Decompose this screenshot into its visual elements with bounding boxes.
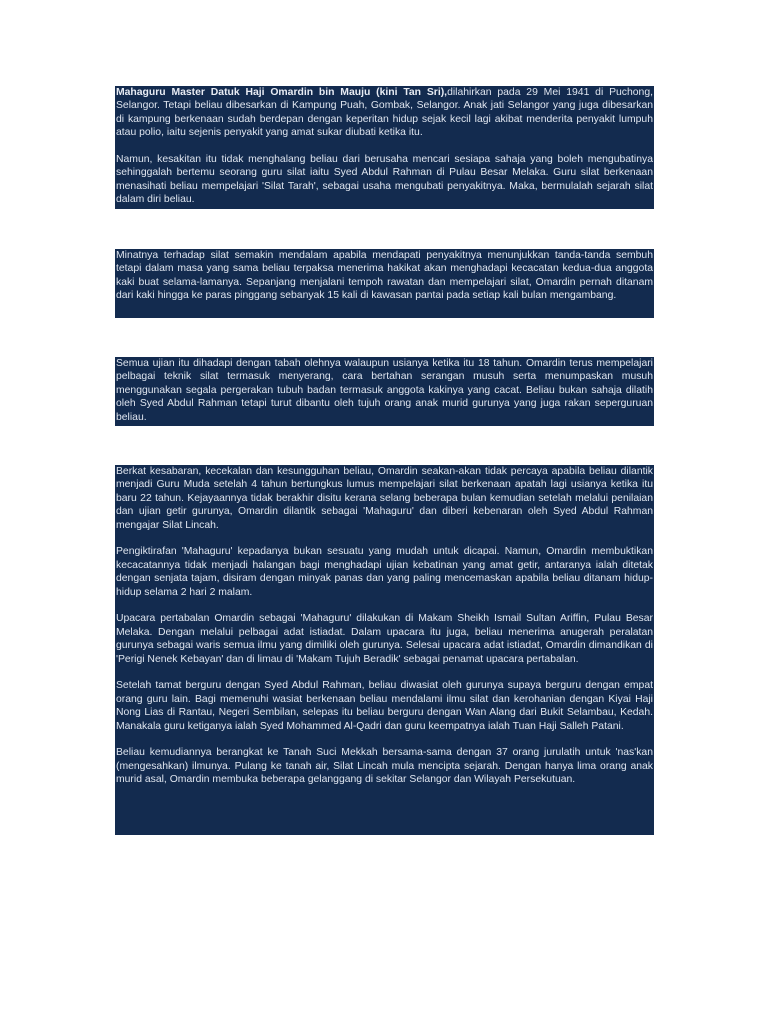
bold-lead-name: Mahaguru Master Datuk Haji Omardin bin Mauju (kini Tan Sri), (116, 87, 448, 98)
text-block-training (115, 249, 654, 318)
paragraph-text: dilahirkan pada 29 Mei 1941 di Puchong, Selangor. Tetapi beliau dibesarkan di Kampung Puah, Gombak, Selangor. Anak jati Selangor yang juga dibesarkan di kampung berkenaan sudah berdepan dengan keperitan hidup sejak kecil lagi akibat menderita penyakit lumpuh atau polio, iaitu sejenis penyakit yang amat sukar diubati ketika itu. (116, 87, 653, 139)
text-block-mahaguru (115, 465, 654, 835)
paragraph: Pengiktirafan 'Mahaguru' kepadanya bukan sesuatu yang mudah untuk dicapai. Namun, Omardin membuktikan kecacatannya tidak menjadi halangan bagi menghadapi ujian kebatinan yang amat getir, antaranya ialah ditetak dengan senjata tajam, disiram dengan minyak panas dan yang paling mencemaskan apabila beliau ditanam hidup-hidup selama 2 hari 2 malam. (116, 546, 653, 598)
text-block-intro (115, 86, 654, 209)
paragraph: Minatnya terhadap silat semakin mendalam apabila mendapati penyakitnya menunjukkan tanda-tanda sembuh tetapi dalam masa yang sama beliau terpaksa menerima hakikat akan menghadapi kecacatan kedua-dua anggota kaki buat selama-lamanya. Sepanjang menjalani tempoh rawatan dan mempelajari silat, Omardin pernah ditanam dari kaki hingga ke paras pinggang sebanyak 15 kali di kawasan pantai pada setiap kali bulan mengambang. (116, 250, 653, 302)
paragraph (116, 86, 653, 140)
paragraph: Beliau kemudiannya berangkat ke Tanah Suci Mekkah bersama-sama dengan 37 orang jurulatih untuk 'nas'kan (mengesahkan) ilmunya. Pulang ke tanah air, Silat Lincah mula mencipta sejarah. Dengan hanya lima orang anak murid asal, Omardin membuka beberapa gelanggang di sekitar Selangor dan Wilayah Persekutuan. (116, 747, 653, 786)
text-block-trials (115, 357, 654, 426)
paragraph: Setelah tamat berguru dengan Syed Abdul Rahman, beliau diwasiat oleh gurunya supaya berguru dengan empat orang guru lain. Bagi memenuhi wasiat berkenaan beliau mendalami ilmu silat dan kerohanian dengan Kiyai Haji Nong Lias di Rantau, Negeri Sembilan, selepas itu beliau berguru dengan Wan Alang dari Bukit Selambau, Kedah. Manakala guru ketiganya ialah Syed Mohammed Al-Qadri dan guru keempatnya ialah Tuan Haji Salleh Patani. (116, 680, 653, 732)
paragraph: Semua ujian itu dihadapi dengan tabah olehnya walaupun usianya ketika itu 18 tahun. Omardin terus mempelajari pelbagai teknik silat termasuk menyerang, cara bertahan serangan musuh serta menumpaskan musuh menggunakan segala pergerakan tubuh badan termasuk anggota kakinya yang cacat. Beliau bukan sahaja dilatih oleh Syed Abdul Rahman tetapi turut dibantu oleh tujuh orang anak murid gurunya yang juga rakan seperguruan beliau. (116, 358, 653, 423)
paragraph: Namun, kesakitan itu tidak menghalang beliau dari berusaha mencari sesiapa sahaja yang boleh mengubatinya sehinggalah bertemu seorang guru silat iaitu Syed Abdul Rahman di Pulau Besar Melaka. Guru silat berkenaan menasihati beliau mempelajari 'Silat Tarah', sebagai usaha mengubati penyakitnya. Maka, bermulalah sejarah silat dalam diri beliau. (116, 154, 653, 206)
paragraph: Upacara pertabalan Omardin sebagai 'Mahaguru' dilakukan di Makam Sheikh Ismail Sultan Ariffin, Pulau Besar Melaka. Dengan melalui pelbagai adat istiadat. Dalam upacara itu juga, beliau menerima anugerah peralatan gurunya sebagai waris semua ilmu yang dimiliki oleh gurunya. Selesai upacara adat istiadat, Omardin dimandikan di 'Perigi Nenek Kebayan' dan di limau di 'Makam Tujuh Beradik' sebagai penamat upacara pertabalan. (116, 613, 653, 665)
paragraph: Berkat kesabaran, kecekalan dan kesungguhan beliau, Omardin seakan-akan tidak percaya apabila beliau dilantik menjadi Guru Muda setelah 4 tahun bertungkus lumus mempelajari silat berkenaan apatah lagi usianya ketika itu baru 22 tahun. Kejayaannya tidak berakhir disitu kerana selang beberapa bulan kemudian setelah melalui penilaian dan ujian getir gurunya, Omardin dilantik sebagai 'Mahaguru' dan diberi kebenaran oleh Syed Abdul Rahman mengajar Silat Lincah. (116, 466, 653, 531)
